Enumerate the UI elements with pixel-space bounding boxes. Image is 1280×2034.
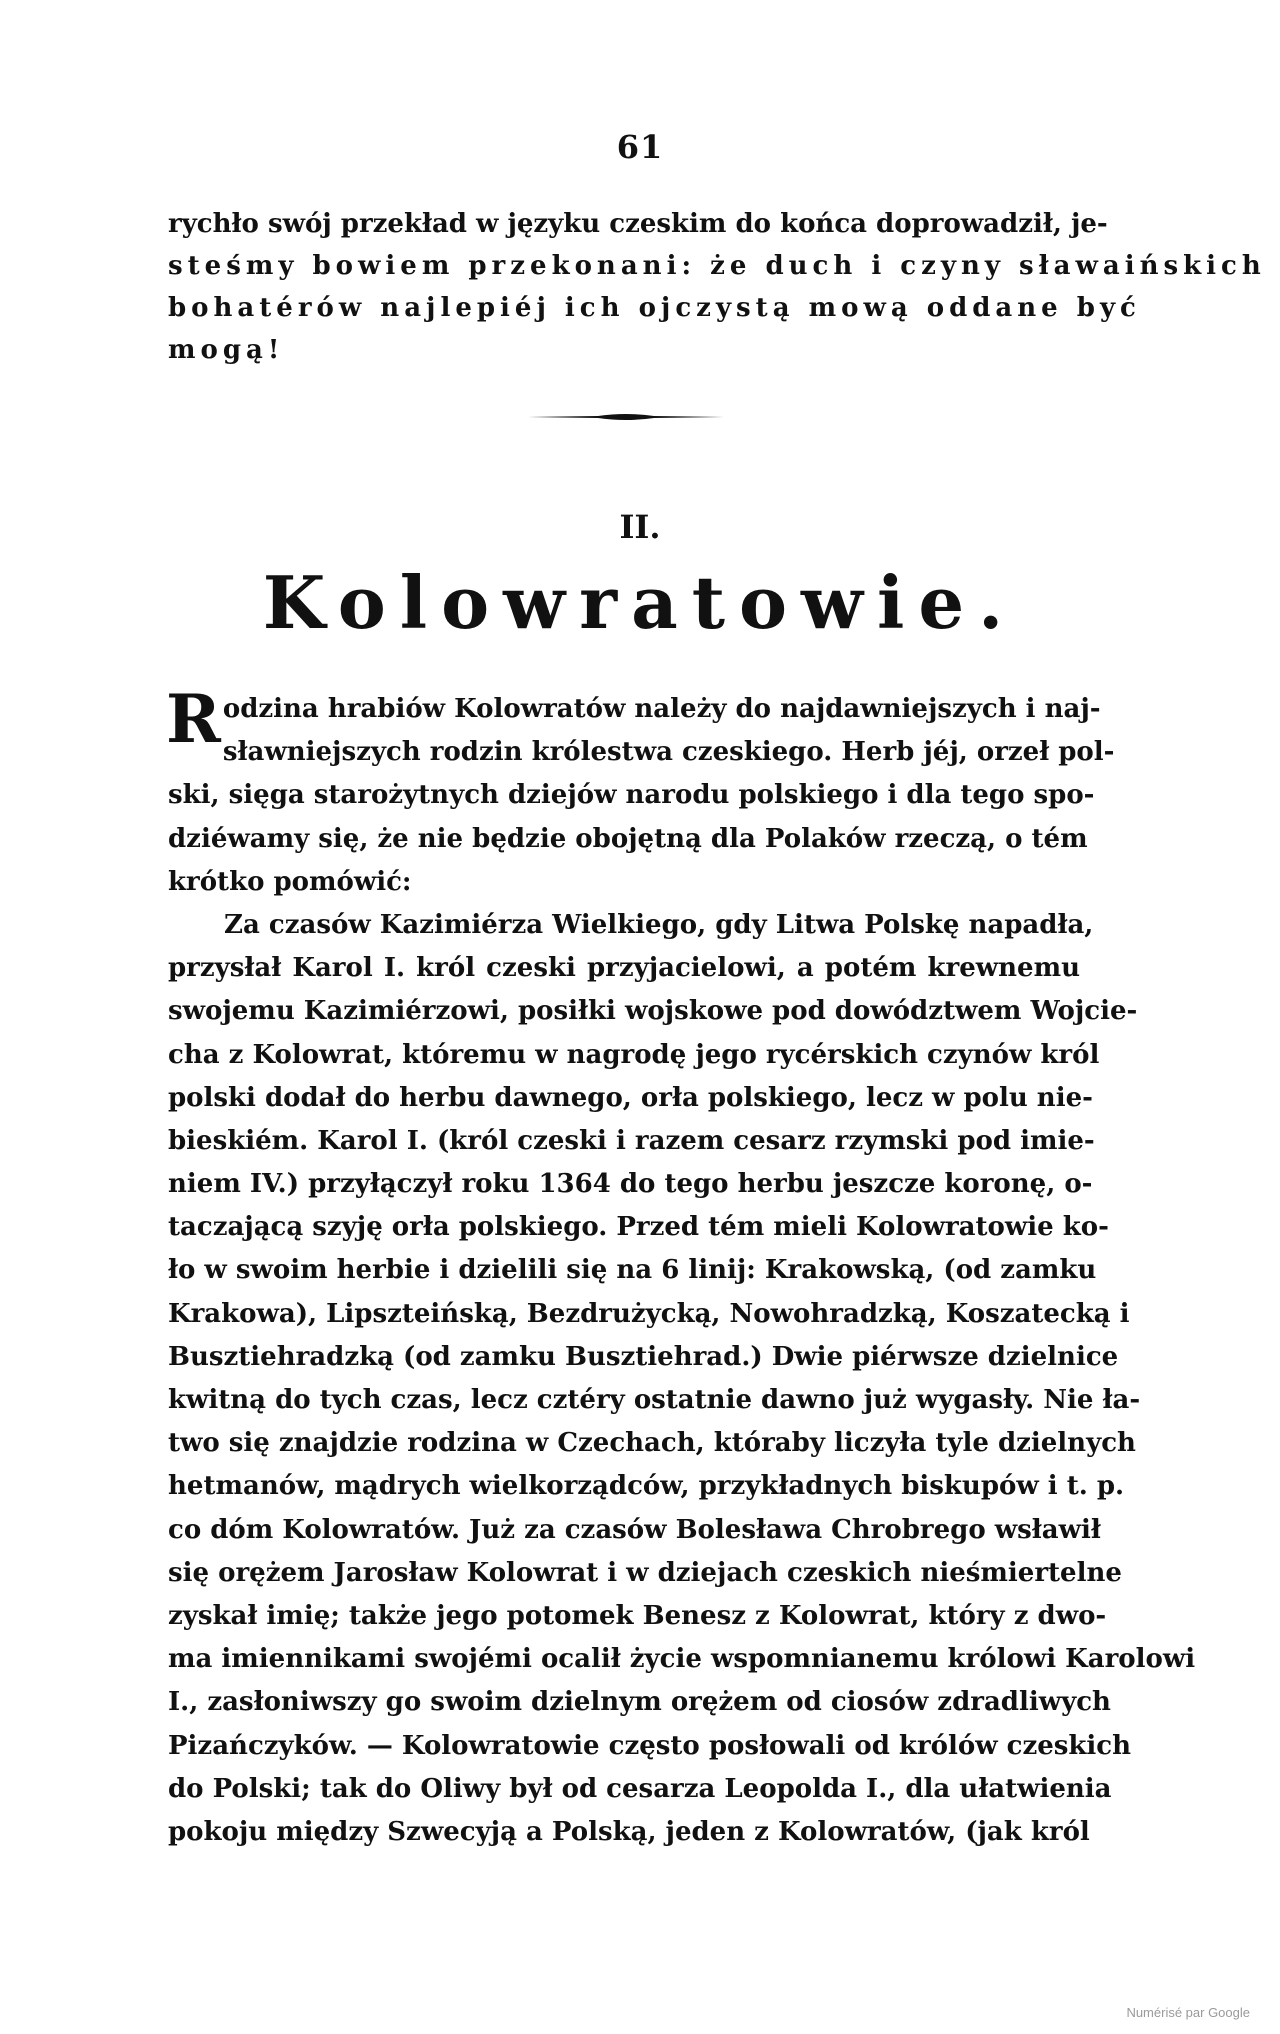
text-line: zyskał imię; także jego potomek Benesz z Kolowrat, który z dwo- bbox=[168, 1600, 1107, 1631]
text-line: do Polski; tak do Oliwy był od cesarza Leopolda I., dla ułatwienia bbox=[168, 1773, 1112, 1804]
text-line: Krakowa), Lipszteińską, Bezdrużycką, Nowohradzką, Koszatecką i bbox=[168, 1298, 1130, 1329]
text-line: bieskiém. Karol I. (król czeski i razem cesarz rzymski pod imie- bbox=[168, 1125, 1095, 1156]
text-line: bohatérów najlepiéj ich ojczystą mową oddane być bbox=[168, 293, 1141, 323]
text-line: ma imiennikami swojémi ocalił życie wspomnianemu królowi Karolowi bbox=[168, 1644, 1196, 1675]
text-line: cha z Kolowrat, któremu w nagrodę jego rycérskich czynów król bbox=[168, 1039, 1100, 1070]
first-line-text: odzina hrabiów Kolowratów należy do najdawniejszych i naj- bbox=[222, 694, 1101, 724]
drop-cap: R bbox=[166, 680, 221, 758]
text-line: Za czasów Kazimiérza Wielkiego, gdy Litwa Polskę napadła, bbox=[224, 909, 1094, 940]
digitization-watermark: Numérisé par Google bbox=[1126, 2005, 1250, 2020]
text-line: taczającą szyję orła polskiego. Przed tém mieli Kolowratowie ko- bbox=[168, 1212, 1109, 1243]
section-divider bbox=[528, 412, 724, 422]
text-line: hetmanów, mądrych wielkorządców, przykładnych biskupów i t. p. bbox=[168, 1471, 1125, 1502]
text-line: I., zasłoniwszy go swoim dzielnym orężem od ciosów zdradliwych bbox=[168, 1687, 1111, 1718]
continuation-paragraph bbox=[168, 203, 1266, 371]
text-line: Pizańczyków. — Kolowratowie często posłowali od królów czeskich bbox=[168, 1730, 1132, 1761]
text-line: niem IV.) przyłączył roku 1364 do tego herbu jeszcze koronę, o- bbox=[168, 1169, 1093, 1200]
text-line: steśmy bowiem przekonani: że duch i czyny sławaińskich bbox=[168, 251, 1266, 281]
section-number: II. bbox=[619, 508, 661, 546]
text-line: mogą! bbox=[168, 335, 285, 365]
text-line: krótko pomówić: bbox=[168, 866, 412, 897]
text-line: two się znajdzie rodzina w Czechach, któraby liczyła tyle dzielnych bbox=[168, 1428, 1136, 1459]
text-line: swojemu Kazimiérzowi, posiłki wojskowe pod dowództwem Wojcie- bbox=[168, 996, 1138, 1027]
text-line: kwitną do tych czas, lecz cztéry ostatnie dawno już wygasły. Nie ła- bbox=[168, 1385, 1141, 1415]
text-line: polski dodał do herbu dawnego, orła polskiego, lecz w polu nie- bbox=[168, 1082, 1093, 1113]
text-line: ski, sięga starożytnych dziejów narodu polskiego i dla tego spo- bbox=[168, 780, 1095, 811]
section-title: Kolowratowie. bbox=[262, 560, 1018, 645]
text-line: Busztiehradzką (od zamku Busztiehrad.) Dwie piérwsze dzielnice bbox=[168, 1341, 1119, 1372]
body-paragraph bbox=[166, 680, 1196, 1854]
text-line: ło w swoim herbie i dzielili się na 6 linij: Krakowską, (od zamku bbox=[168, 1255, 1097, 1286]
text-line: sławniejszych rodzin królestwa czeskiego. Herb jéj, orzeł pol- bbox=[222, 737, 1115, 768]
text-line: co dóm Kolowratów. Już za czasów Bolesława Chrobrego wsławił bbox=[168, 1514, 1101, 1545]
page-number: 61 bbox=[616, 128, 664, 166]
text-line: rychło swój przekład w języku czeskim do końca doprowadził, je- bbox=[168, 209, 1108, 239]
text-line: przysłał Karol I. król czeski przyjacielowi, a potém krewnemu bbox=[168, 953, 1080, 984]
text-line: się orężem Jarosław Kolowrat i w dziejach czeskich nieśmiertelne bbox=[168, 1557, 1122, 1588]
text-line: dziéwamy się, że nie będzie obojętną dla Polaków rzeczą, o tém bbox=[168, 823, 1088, 854]
text-line: pokoju między Szwecyją a Polską, jeden z Kolowratów, (jak król bbox=[168, 1816, 1090, 1847]
